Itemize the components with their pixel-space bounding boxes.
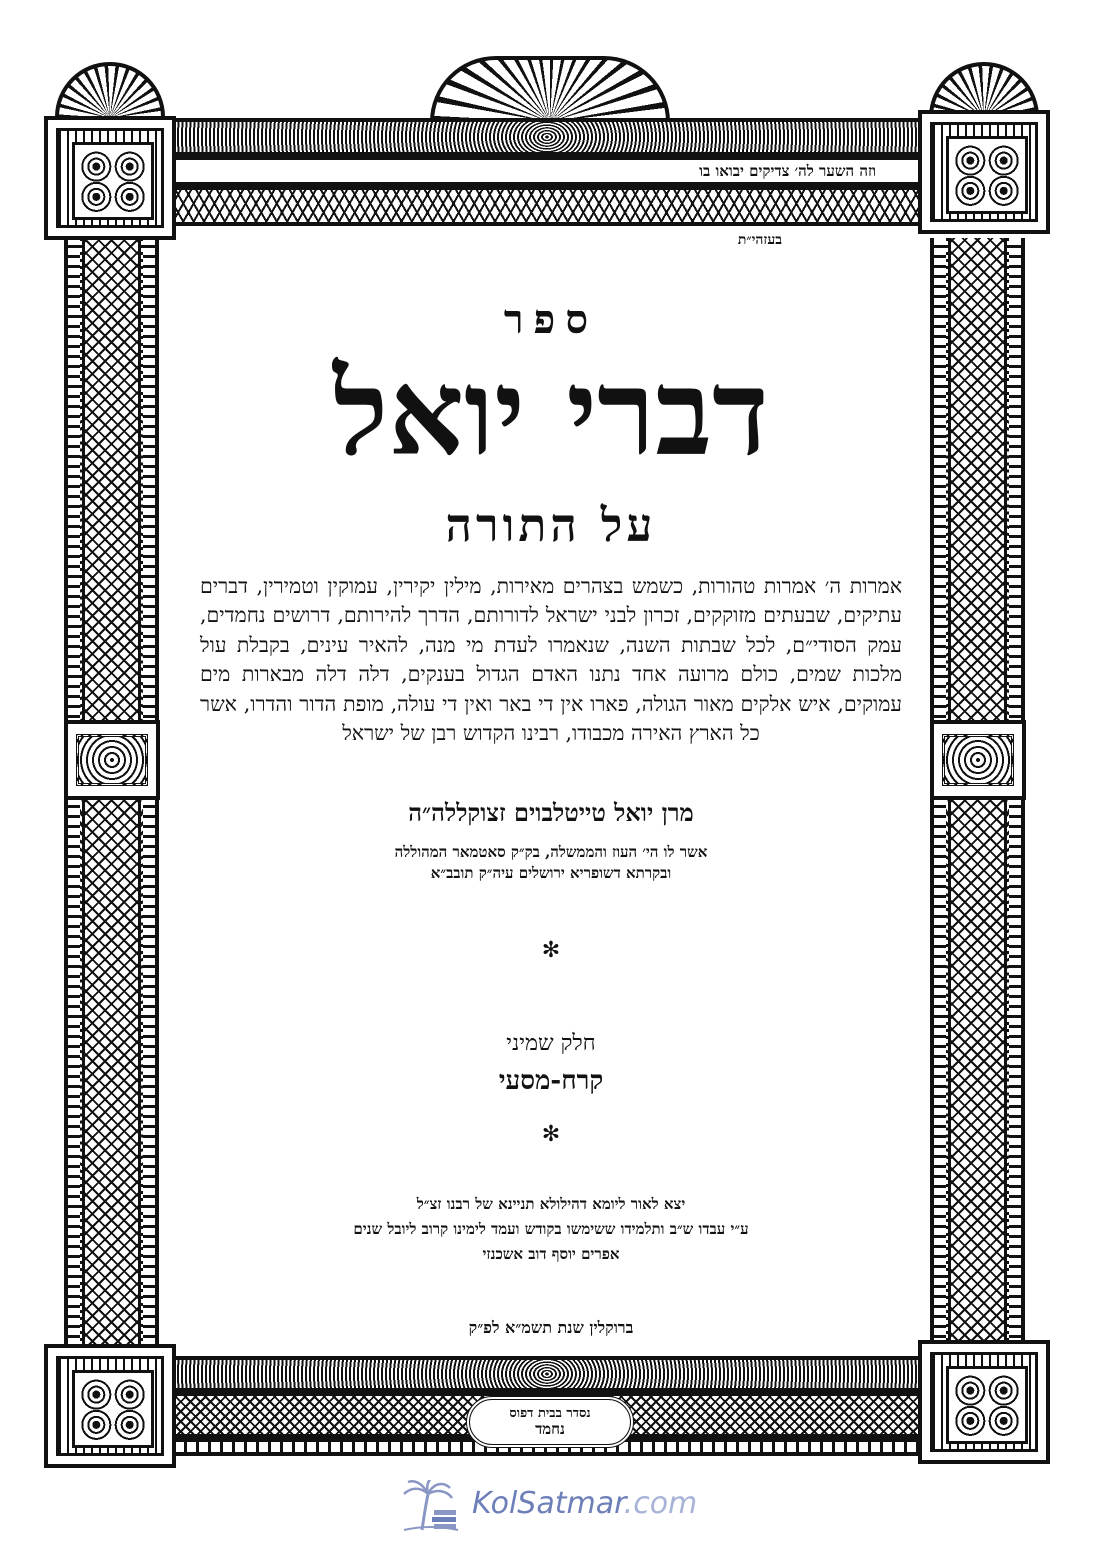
parshiyot-range: קרח-מסעי [498, 1066, 604, 1096]
publication-note [190, 1192, 912, 1267]
corner-block-bottom-right [918, 1340, 1050, 1464]
right-pillar-capital [930, 720, 1026, 800]
top-beam-upper [172, 118, 922, 156]
corner-block-bottom-left [44, 1344, 176, 1468]
book-subtitle: על התורה [445, 498, 657, 552]
flower-ornament-icon: ✻ [541, 1122, 561, 1147]
watermark-text [472, 1486, 697, 1521]
publication-line-3: אפרים יוסף דוב אשכנזי [482, 1245, 620, 1263]
left-pillar-capital [64, 720, 160, 800]
top-arch-ornament [430, 56, 670, 122]
watermark-brand: KolSatmar [472, 1486, 624, 1521]
book-description: אמרות ה׳ אמרות טהורות, כשמש בצהרים מאירות, מילין יקירין, עמוקין וטמירין, דברים עתיקים, שבעתים מזוקקים, זכרון לבני ישראל לדורותם, הדרך להירותם, דרושים נחמדים, עמק הסודי״ם, לכל שבתות השנה, שנאמרו לעדת מי מנה, להאיר עינים, בקבלת עול מלכות שמים, כולם מרועה אחד נתנו האדם הגדול בענקים, דלה דלה מבארות מים עמוקים, איש אלקים מאור הגולה, פארו אין די באר ואין די עולה, מופת הדור והדרו, אשר כל הארץ האירה מכבודו, רבינו הקדוש רבן של ישראל [200, 574, 902, 746]
opening-abbreviation: בעזהי״ת [737, 232, 782, 248]
top-beam-banner [172, 156, 922, 186]
banner-text: וזה השער לה׳ צדיקים יבואו בו [699, 161, 876, 180]
author-note [190, 842, 912, 884]
publication-line-2: ע״י עבדו ש״ב ותלמידו ששימשו בקודש ועמד לימינו קרוב ליובל שנים [353, 1220, 749, 1238]
printer-line-1: נסדר בבית דפוס [509, 1405, 591, 1421]
watermark-suffix: .com [623, 1486, 698, 1521]
flower-ornament-icon: ✻ [541, 938, 561, 963]
corner-block-top-right [918, 110, 1050, 234]
author-name: מרן יואל טייטלבוים זצוקללה״ה [408, 798, 694, 827]
volume-label: חלק שמיני [506, 1031, 596, 1056]
left-fan-ornament [55, 62, 165, 118]
publication-line-1: יצא לאור ליומא דהילולא תניינא של רבנו זצ״ל [416, 1195, 686, 1213]
top-beam-lower [172, 186, 922, 226]
site-watermark [400, 1478, 720, 1534]
printer-cartouche [466, 1396, 634, 1448]
author-note-line-1: אשר לו הי׳ העוז והממשלה, בק״ק סאטמאר המהוללה [394, 843, 708, 861]
sefer-heading: ספר [503, 296, 599, 343]
author-note-line-2: ובקרתא דשופריא ירושלים עיה״ק תובב״א [430, 864, 672, 882]
imprint-line: ברוקלין שנת תשמ״א לפ״ק [468, 1318, 634, 1337]
printer-line-2: נחמד [535, 1419, 565, 1438]
palm-tree-books-icon [400, 1480, 460, 1532]
corner-block-top-left [44, 116, 176, 240]
bottom-beam-upper [172, 1356, 922, 1392]
book-title: דברי יואל [333, 343, 769, 482]
